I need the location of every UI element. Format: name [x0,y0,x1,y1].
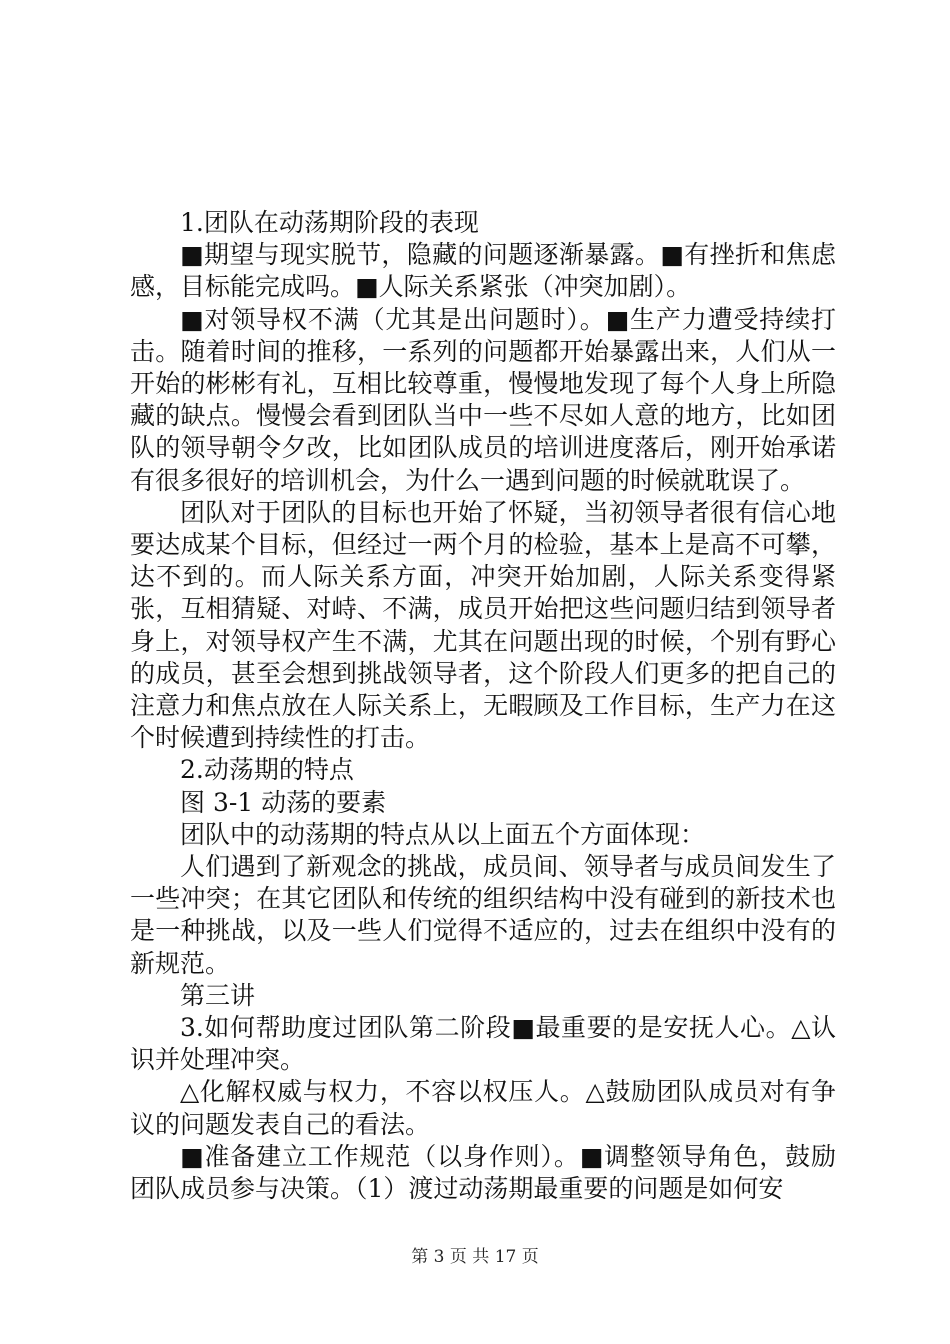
lecture-heading: 第三讲 [180,980,256,1010]
section-heading-3: 3.如何帮助度过团队第二阶段■最重要的是安抚人心。△认识并处理冲突。 [130,1013,836,1075]
document-body [130,207,836,1205]
section-heading-1: 1.团队在动荡期阶段的表现 [180,208,479,237]
figure-caption: 图 3-1 动荡的要素 [180,787,387,817]
body-paragraph: △化解权威与权力，不容以权压人。△鼓励团队成员对有争议的问题发表自己的看法。 [130,1077,836,1139]
body-paragraph: 团队对于团队的目标也开始了怀疑，当初领导者很有信心地要达成某个目标，但经过一两个月的检验，基本上是高不可攀，达不到的。而人际关系方面，冲突开始加剧，人际关系变得紧张，互相猜疑、对峙、不满，成员开始把这些问题归结到领导者身上，对领导权产生不满，尤其在问题出现的时候，个别有野心的成员，甚至会想到挑战领导者，这个阶段人们更多的把自己的注意力和焦点放在人际关系上，无暇顾及工作目标，生产力在这个时候遭到持续性的打击。 [130,497,836,753]
body-paragraph: ■对领导权不满（尤其是出问题时）。■生产力遭受持续打击。随着时间的推移，一系列的问题都开始暴露出来，人们从一开始的彬彬有礼，互相比较尊重，慢慢地发现了每个人身上所隐藏的缺点。慢慢会看到团队当中一些不尽如人意的地方，比如团队的领导朝令夕改，比如团队成员的培训进度落后，刚开始承诺有很多很好的培训机会，为什么一遇到问题的时候就耽误了。 [130,304,836,495]
body-paragraph: 团队中的动荡期的特点从以上面五个方面体现： [180,819,706,849]
page-footer: 第 3 页 共 17 页 [411,1247,539,1267]
body-paragraph: 人们遇到了新观念的挑战，成员间、领导者与成员间发生了一些冲突；在其它团队和传统的组织结构中没有碰到的新技术也是一种挑战，以及一些人们觉得不适应的，过去在组织中没有的新规范。 [130,852,836,978]
body-paragraph: ■准备建立工作规范（以身作则）。■调整领导角色，鼓励团队成员参与决策。（1）渡过动荡期最重要的问题是如何安 [130,1141,836,1204]
section-heading-2: 2.动荡期的特点 [180,755,354,785]
body-paragraph: ■期望与现实脱节，隐藏的问题逐渐暴露。■有挫折和焦虑感，目标能完成吗。■人际关系紧张（冲突加剧）。 [130,240,836,302]
